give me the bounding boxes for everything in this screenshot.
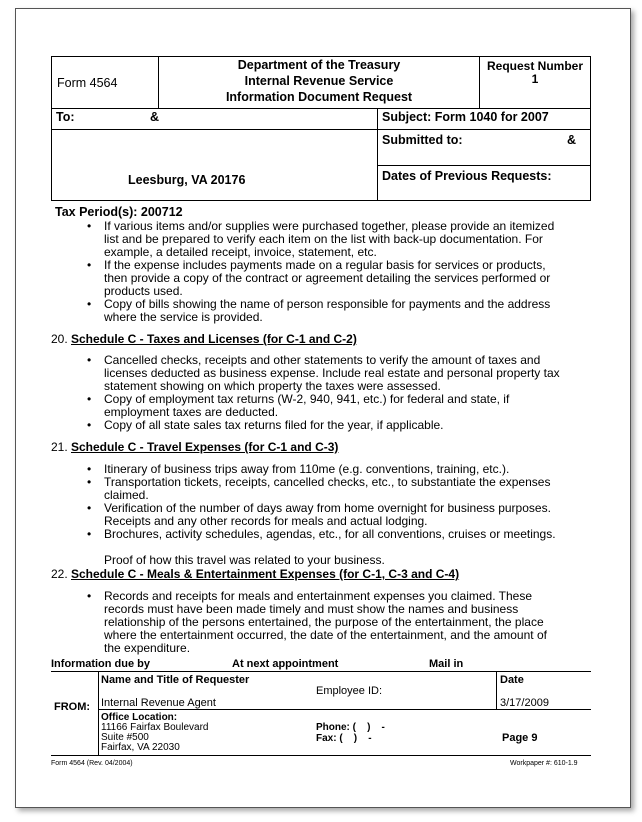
bullet-dot: • [87,527,92,541]
section-22-number: 22. [51,567,68,581]
header-form-cell [51,56,159,109]
section-20-number: 20. [51,332,68,346]
phone-label: Phone: ( ) - [316,722,385,733]
office-address-line-1: 11166 Fairfax Boulevard [101,722,209,733]
bullet-dot: • [87,219,92,233]
section-20-bullet-1: Cancelled checks, receipts and other statements to verify the amount of taxes and licenses deducted as business expense. Include real estate and personal property tax statement showing on which property the taxes were assessed. [104,353,560,393]
to-ampersand: & [150,110,160,124]
footer-top-rule [51,671,591,672]
office-address-line-3: Fairfax, VA 22030 [101,742,180,753]
intro-bullet-3: Copy of bills showing the name of person responsible for payments and the address where the service is provided. [104,297,551,324]
date-value: 3/17/2009 [500,697,549,709]
request-number-value: 1 [531,72,539,86]
section-21-title: Schedule C - Travel Expenses (for C-1 and C-3) [71,440,339,454]
bullet-dot: • [87,297,92,311]
to-box [51,108,378,201]
requester-title: Internal Revenue Agent [101,697,216,709]
submitted-to-label: Submitted to: [382,133,463,147]
agency-title: Internal Revenue Service [244,74,394,88]
section-20-bullet-2: Copy of employment tax returns (W-2, 940, 941, etc.) for federal and state, if employment taxes are deducted. [104,392,510,419]
submitted-to-ampersand: & [567,133,577,147]
intro-bullet-1: If various items and/or supplies were purchased together, please provide an itemized list and be prepared to verify each item on the list with back-up documentation. For example, a detailed receipt, invoice, statement, etc. [104,219,555,259]
page-number: Page 9 [502,732,538,744]
office-location-label: Office Location: [101,712,178,723]
from-label: FROM: [54,701,91,713]
section-21-bullet-2: Transportation tickets, receipts, cancelled checks, etc., to substantiate the expenses claimed. [104,475,551,502]
bullet-dot: • [87,589,92,603]
section-21-extra-line: Proof of how this travel was related to your business. [104,553,385,567]
fax-label: Fax: ( ) - [316,733,372,744]
form-revision: Form 4564 (Rev. 04/2004) [51,760,133,767]
footer-bottom-rule [51,755,591,756]
header-title-cell [158,56,480,109]
bullet-dot: • [87,462,92,476]
section-21-bullet-1: Itinerary of business trips away from 110me (e.g. conventions, training, etc.). [104,462,510,476]
bullet-dot: • [87,418,92,432]
request-number-cell [479,56,591,109]
recipient-city: Leesburg, VA 20176 [128,173,246,187]
section-20-title: Schedule C - Taxes and Licenses (for C-1 and C-2) [71,332,357,346]
department-title: Department of the Treasury [237,58,401,72]
subject-divider [377,129,591,130]
to-divider [51,129,378,130]
request-number-label: Request Number [486,59,584,73]
document-page [15,8,631,808]
subject-text: Subject: Form 1040 for 2007 [382,110,549,124]
mail-in-label: Mail in [429,658,464,670]
name-title-label: Name and Title of Requester [101,674,250,686]
bullet-dot: • [87,392,92,406]
section-21-number: 21. [51,440,68,454]
bullet-dot: • [87,258,92,272]
tax-period: Tax Period(s): 200712 [55,205,183,219]
bullet-dot: • [87,501,92,515]
to-label: To: [56,110,75,124]
bullet-dot: • [87,353,92,367]
section-20-bullet-3: Copy of all state sales tax returns filed for the year, if applicable. [104,418,444,432]
section-22-title: Schedule C - Meals & Entertainment Expenses (for C-1, C-3 and C-4) [71,567,460,581]
at-next-appointment-label: At next appointment [232,658,339,670]
document-title: Information Document Request [225,90,413,104]
employee-id-label: Employee ID: [316,685,383,697]
office-divider [98,709,591,710]
submitted-divider [377,165,591,166]
section-21-bullet-4: Brochures, activity schedules, agendas, etc., for all conventions, cruises or meetings. [104,527,556,541]
workpaper-number: Workpaper #: 610-1.9 [510,760,578,767]
previous-requests-label: Dates of Previous Requests: [382,169,552,183]
intro-bullet-2: If the expense includes payments made on a regular basis for services or products, then provide a copy of the contract or agreement detailing the services performed or products used. [104,258,551,298]
date-label: Date [500,674,524,686]
bullet-dot: • [87,475,92,489]
info-due-by-label: Information due by [51,658,150,670]
form-number: Form 4564 [57,76,118,90]
office-address-line-2: Suite #500 [101,732,149,743]
date-vertical-rule [496,671,497,709]
from-vertical-rule [98,671,99,755]
section-22-bullet-1: Records and receipts for meals and entertainment expenses you claimed. These records must have been made timely and must show the names and business relationship of the persons entertained, the purpose of the entertainment, the place where the entertainment occurred, the date of the entertainment, and the amount of the expenditure. [104,589,547,655]
section-21-bullet-3: Verification of the number of days away from home overnight for business purposes. Receipts and any other records for meals and actual lodging. [104,501,551,528]
